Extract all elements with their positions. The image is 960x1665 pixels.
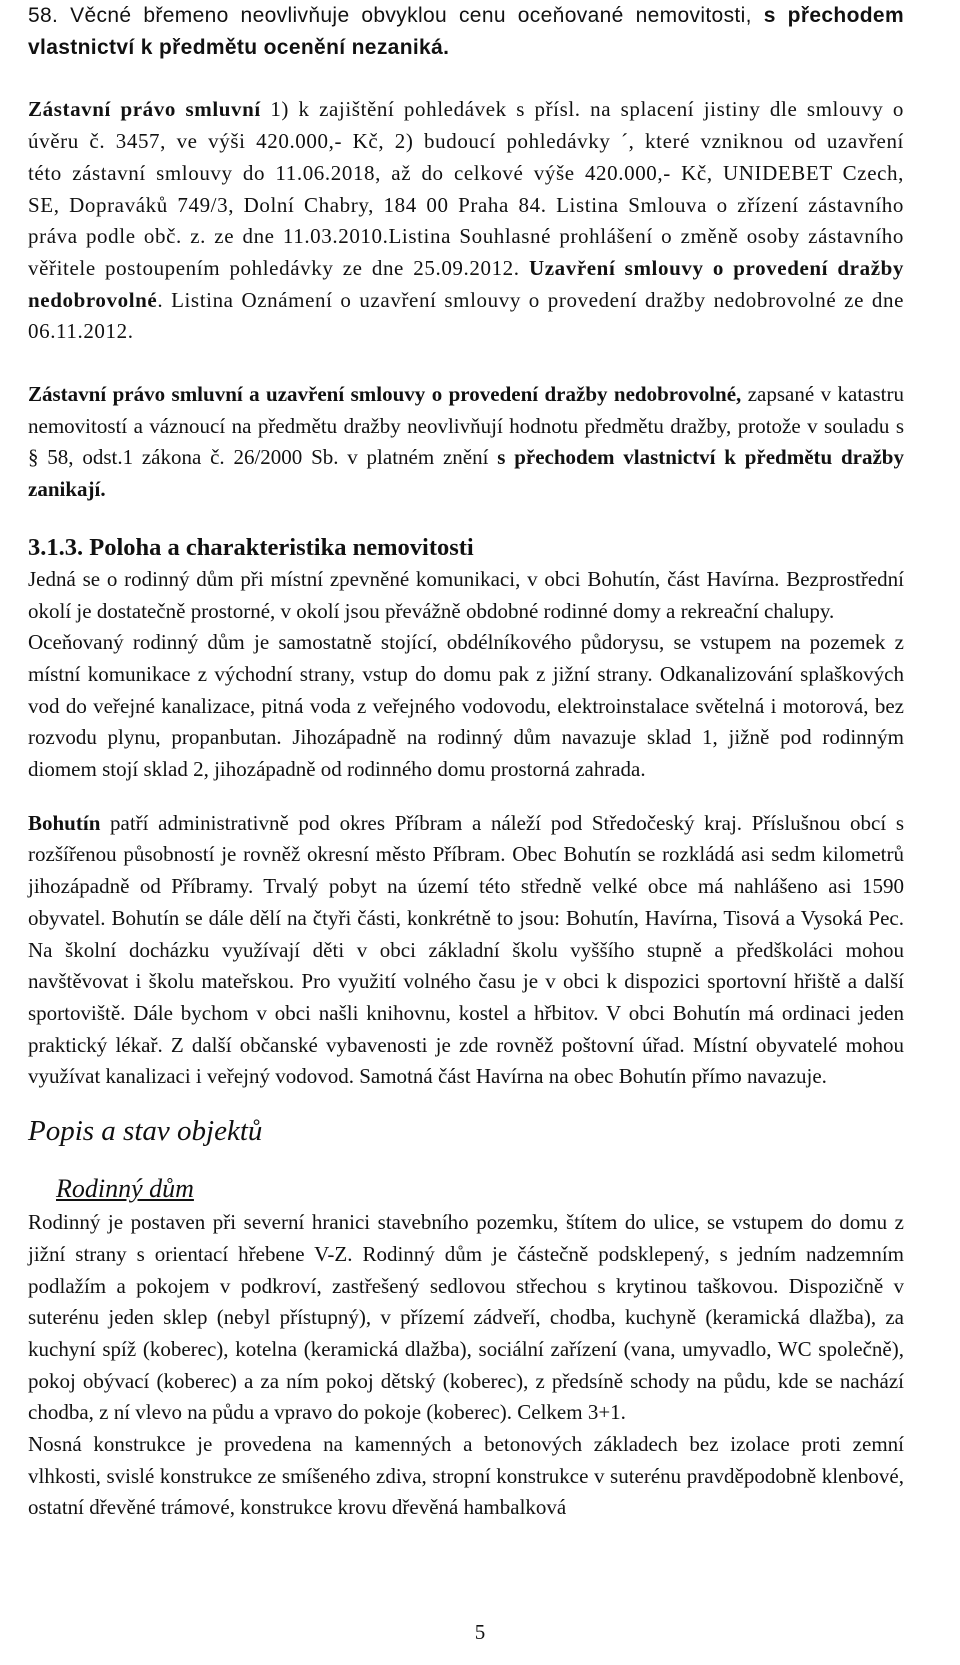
zastavni-text-a: 1) k zajištění pohledávek s přísl. na splacení jistiny dle smlouvy o úvěru č. 3457, ve výši 420.000,- Kč, 2) budoucí pohledávky ´, které vzniknou od uzavření této zástavní smlouvy do 11.06.2018, až do celkové výše 420.000,- Kč, UNIDEBET Czech, SE, Dopraváků 749/3, Dolní Chabry, 184 00 Praha 84. Listina Smlouva o zřízení zástavního práva podle obč. z. ze dne 11.03.2010.Listina Souhlasné prohlášení o změně osoby zástavního věřitele postoupením pohledávky ze dne 25.09.2012.	[28, 97, 904, 280]
spacer	[28, 348, 904, 379]
paragraph-poloha-1: Jedná se o rodinný dům při místní zpevněné komunikaci, v obci Bohutín, část Havírna. Bezprostřední okolí je dostatečně prostorné, v okolí jsou převážně obdobné rodinné domy a rekreační chalupy.	[28, 566, 904, 623]
paragraph-summary	[28, 379, 904, 506]
paragraph-zastavni-pravo	[28, 94, 904, 348]
zastavni-text-b: . Listina Oznámení o uzavření smlouvy o provedení dražby nedobrovolné ze dne 06.11.2012.	[28, 287, 904, 344]
spacer	[28, 786, 904, 808]
paragraph-rd-2: Nosná konstrukce je provedena na kamenných a betonových základech bez izolace proti zemní vlhkosti, svislé konstrukce ze smíšeného zdiva, stropní konstrukce v suterénu pravděpodobně klenbové, ostatní dřevěné trámové, konstrukce krovu dřevěná hambalková	[28, 1432, 904, 1520]
zastavni-bold: Zástavní právo smluvní	[28, 97, 261, 122]
page-number: 5	[474, 1620, 486, 1644]
paragraph-item-58	[28, 0, 904, 63]
spacer	[28, 1093, 904, 1111]
summary-text: zapsané v katastru nemovitostí a váznoucí na předmětu dražby neovlivňují hodnotu předmětu dražby, protože v souladu s § 58, odst.1 zákona č. 26/2000 Sb. v platném znění	[28, 382, 904, 470]
summary-bold: Zástavní právo smluvní a uzavření smlouvy o provedení dražby nedobrovolné,	[28, 382, 742, 407]
bohutin-text: patří administrativně pod okres Příbram a náleží pod Středočeský kraj. Příslušnou obcí s rozšířenou působností je rovněž okresní město Příbram. Obec Bohutín se rozkládá asi sedm kilometrů jihozápadně od Příbramy. Trvalý pobyt na území této středně velké obce má nahlášeno asi 1590 obyvatel. Bohutín se dále dělí na čtyři části, konkrétně to jsou: Bohutín, Havírna, Tisová a Vysoká Pec. Na školní docházku využívají děti v obci základní školu vyššího stupně a předškoláci mohou navštěvovat i školu mateřskou. Pro využití volného času je v obci k dispozici sportovní hřiště a další sportoviště. Dále bychom v obci našli knihovnu, kostel a hřbitov. V obci Bohutín má ordinaci jeden praktický lékař. Z další občanské vybavenosti je zde rovněž poštovní úřad. Místní obyvatelé mohou využívat kanalizaci i veřejný vodovod. Samotná část Havírna na obec Bohutín přímo navazuje.	[28, 810, 904, 1089]
heading-poloha: 3.1.3. Poloha a charakteristika nemovitosti	[28, 533, 474, 561]
paragraph-rd-1: Rodinný je postaven při severní hranici stavebního pozemku, štítem do ulice, se vstupem do domu z jižní strany s orientací hřebene V-Z. Rodinný dům je částečně podsklepený, s jedním nadzemním podlažím a pokojem v podkroví, zastřešený sedlovou střechou s krytinou taškovou. Dispozičně v suterénu jeden sklep (nebyl přístupný), v přízemí zádveří, chodba, kuchyně (keramická dlažba), za kuchyní spíž (koberec), kotelna (keramická dlažba), sociální zařízení (vana, umyvadlo, WC společně), pokoj obývací (koberec) a za ním pokoj dětský (koberec), z předsíně schody na půdu, kde se nachází chodba, z ní vlevo na půdu a vpravo do pokoje (koberec). Celkem 3+1.	[28, 1210, 904, 1425]
spacer	[28, 506, 904, 532]
heading-popis: Popis a stav objektů	[28, 1115, 263, 1148]
spacer	[28, 63, 904, 94]
heading-rodinny-dum: Rodinný dům	[56, 1174, 194, 1204]
paragraph-poloha-2: Oceňovaný rodinný dům je samostatně stojící, obdélníkového půdorysu, se vstupem na pozemek z místní komunikace z východní strany, vstup do domu pak z jižní strany. Odkanalizování splaškových vod do veřejné kanalizace, pitná voda z veřejného vodovodu, elektroinstalace světelná i motorová, bez rozvodu plynu, propanbutan. Jihozápadně na rodinný dům navazuje sklad 1, jižně pod rodinným diomem stojí sklad 2, jihozápadně od rodinného domu prostorná zahrada.	[28, 630, 904, 782]
zastavni-bold2: Uzavření smlouvy o provedení dražby nedobrovolné	[28, 255, 905, 312]
bohutin-bold: Bohutín	[28, 810, 101, 835]
spacer	[28, 1151, 904, 1171]
paragraph-bohutin	[28, 808, 904, 1093]
item58-text: 58. Věcné břemeno neovlivňuje obvyklou cenu oceňované nemovitosti,	[28, 4, 764, 27]
summary-bold-end: s přechodem vlastnictví k předmětu dražby zanikají.	[28, 445, 904, 502]
item58-bold: s přechodem vlastnictví k předmětu ocenění nezaniká.	[28, 4, 904, 59]
